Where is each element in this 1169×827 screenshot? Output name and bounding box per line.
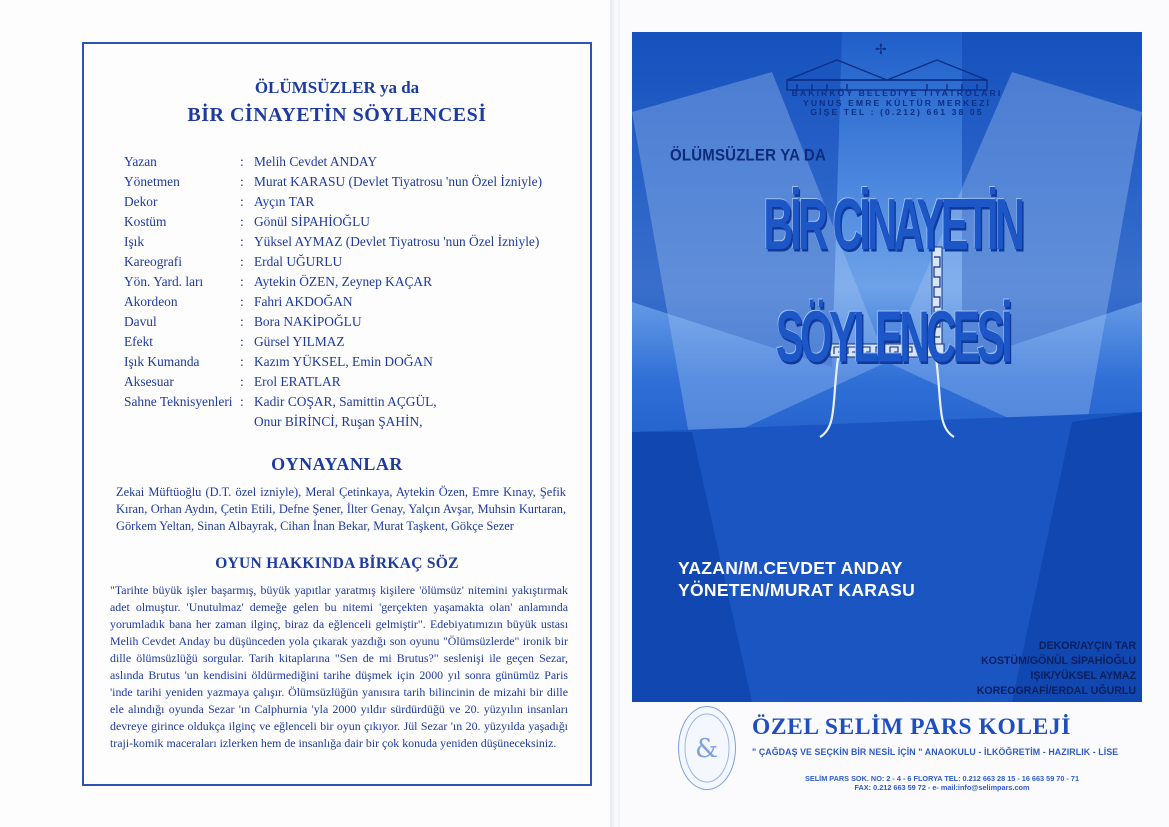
credit-colon: : <box>240 334 244 349</box>
credit-row <box>124 312 584 332</box>
school-name: ÖZEL SELİM PARS KOLEJİ <box>752 714 1071 740</box>
credit-row <box>124 372 584 392</box>
credit-colon: : <box>240 354 244 369</box>
credit-name: Fahri AKDOĞAN <box>254 294 353 309</box>
program-frame <box>82 42 592 786</box>
program-title: BİR CİNAYETİN SÖYLENCESİ <box>187 104 487 126</box>
program-subtitle: ÖLÜMSÜZLER ya da <box>254 78 420 97</box>
credit-name: Onur BİRİNCİ, Ruşan ŞAHİN, <box>254 414 423 429</box>
poster-director: YÖNETEN/MURAT KARASU <box>678 580 916 600</box>
poster-title: BİR CİNAYETİN SÖYLENCESİ <box>763 184 1022 378</box>
credit-name: Yüksel AYMAZ (Devlet Tiyatrosu 'nun Özel İzniyle) <box>254 234 540 249</box>
about-text: "Tarihte büyük işler başarmış, büyük yapıtlar yaratmış kişilere 'ölümsüz' nitemini yakıştırmak adet olmuştur. 'Unutulmaz' demeğe gelen bu nitemi 'gerçekten yaşamakta olan' anlamında yorumladık bana her zaman ilginç, biraz da eğlenceli gelmiştir". Edebiyatımızın büyük ustası Melih Cevdet Anday bu düşünceden yola çıkarak yazdığı son oyunu "Ölümsüzlerde" ironik bir dille ölümsüzlüğü sorgular. Tarih kitaplarına "Sen de mi Brutus?" seslenişi ile geçen Sezar, aslında Brutus 'un kendisini öldürmediğini tarihe düşmek için 2000 yıl sonra günümüz Paris 'inde tarihi yeniden yazmaya çalışır. Ölümsüzlüğün yanısıra tarih bilincinin de mizahi bir dille ele alındığı oyunda Sezar 'ın Calphurnia 'yla 2000 yıldır sürdürdüğü ve 20. yüzyılın insanları devreye girince oldukça ilginç ve eğlenceli bir oyun çıkıyor. Jül Sezar 'ın 20. yüzyılda yaşadığı traji-komik maceraları izlerken hem de insanlığa dair bir çok konuda yeniden düşüneceksiniz. <box>110 583 568 750</box>
seal-symbol: & <box>695 734 719 764</box>
school-seal-icon <box>678 706 736 790</box>
school-address-line: SELİM PARS SOK. NO: 2 - 4 - 6 FLORYA TEL: 0.212 663 28 15 - 16 663 59 70 - 71 <box>804 774 1079 783</box>
credit-role: Işık <box>124 234 145 249</box>
poster-credits-main <box>678 557 915 601</box>
credit-row <box>124 152 584 172</box>
credits-list <box>124 152 584 432</box>
credit-name: Bora NAKİPOĞLU <box>254 314 362 329</box>
school-slogan: " ÇAĞDAŞ VE SEÇKİN BİR NESİL İÇİN " ANAOKULU - İLKÖĞRETİM - HAZIRLIK - LİSE <box>752 747 1119 757</box>
seal-drawing <box>679 707 735 789</box>
cast-heading: OYNAYANLAR <box>271 454 403 474</box>
credit-role <box>124 412 240 432</box>
credit-name: Gürsel YILMAZ <box>254 334 345 349</box>
credit-name: Ayçın TAR <box>254 194 315 209</box>
poster-credit: IŞIK/YÜKSEL AYMAZ <box>1030 670 1136 682</box>
credit-colon <box>240 412 254 432</box>
credit-row <box>124 412 584 432</box>
about-heading: OYUN HAKKINDA BİRKAÇ SÖZ <box>215 555 459 572</box>
credit-name: Erdal UĞURLU <box>254 254 343 269</box>
credit-row <box>124 252 584 272</box>
sponsor-strip <box>632 702 1142 802</box>
credit-name: Gönül SİPAHİOĞLU <box>254 214 370 229</box>
school-address <box>752 774 1132 792</box>
credit-role: Yön. Yard. ları <box>124 274 204 289</box>
page-fold <box>610 0 620 827</box>
credit-row <box>124 212 584 232</box>
svg-text:✢: ✢ <box>875 42 887 58</box>
poster-credits-list <box>977 639 1136 699</box>
credit-role: Aksesuar <box>124 374 174 389</box>
credit-role: Yazan <box>124 154 157 169</box>
theatre-info <box>742 89 1052 118</box>
credit-name: Aytekin ÖZEN, Zeynep KAÇAR <box>254 274 433 289</box>
credit-role: Yönetmen <box>124 174 180 189</box>
credit-name: Murat KARASU (Devlet Tiyatrosu 'nun Özel İzniyle) <box>254 174 543 189</box>
credit-colon: : <box>240 214 244 229</box>
poster-subtitle: ÖLÜMSÜZLER YA DA <box>670 146 826 165</box>
school-contact-line: FAX: 0.212 663 59 72 - e- mail:info@selimpars.com <box>854 783 1030 792</box>
credit-role: Kostüm <box>124 214 167 229</box>
credit-role: Akordeon <box>124 294 178 309</box>
credit-name: Melih Cevdet ANDAY <box>254 154 377 169</box>
credit-row <box>124 292 584 312</box>
poster-credit: DEKOR/AYÇIN TAR <box>1038 640 1136 652</box>
credit-row <box>124 332 584 352</box>
poster-credit: KOSTÜM/GÖNÜL SİPAHİOĞLU <box>981 655 1136 667</box>
credit-colon: : <box>240 254 244 269</box>
credit-row <box>124 352 584 372</box>
credit-colon: : <box>240 294 244 309</box>
theatre-name: BAKIRKÖY BELEDİYE TİYATROLARI <box>791 88 1003 98</box>
credit-colon: : <box>240 374 244 389</box>
credit-colon: : <box>240 154 244 169</box>
credit-row <box>124 192 584 212</box>
credit-colon: : <box>240 174 244 189</box>
credit-role: Dekor <box>124 194 158 209</box>
credit-row <box>124 392 584 412</box>
poster-credit: KOREOGRAFİ/ERDAL UĞURLU <box>976 685 1136 697</box>
credit-name: Kazım YÜKSEL, Emin DOĞAN <box>254 354 433 369</box>
credit-colon: : <box>240 314 244 329</box>
credit-name: Kadir COŞAR, Samittin AÇGÜL, <box>254 394 437 409</box>
cast-list: Zekai Müftüoğlu (D.T. özel izniyle), Meral Çetinkaya, Aytekin Özen, Emre Kınay, Şefik Kıran, Orhan Aydın, Çetin Etili, Defne Şener, İlter Genay, Yalçın Avşar, Muhsin Kurtaran, Görkem Yeltan, Sinan Albayrak, Cihan İnan Bekar, Murat Taşkent, Gökçe Sezer <box>116 485 566 533</box>
credit-colon: : <box>240 194 244 209</box>
credit-role: Efekt <box>124 334 153 349</box>
poster-author: YAZAN/M.CEVDET ANDAY <box>678 558 903 578</box>
credit-colon: : <box>240 274 244 289</box>
credit-row <box>124 172 584 192</box>
credit-colon: : <box>240 234 244 249</box>
credit-role: Sahne Teknisyenleri <box>124 394 233 409</box>
credit-role: Davul <box>124 314 157 329</box>
credit-role: Kareografi <box>124 254 182 269</box>
credit-row <box>124 232 584 252</box>
theatre-phone: GİŞE TEL : (0.212) 661 38 05 <box>810 107 984 117</box>
credit-colon: : <box>240 394 244 409</box>
credit-row <box>124 272 584 292</box>
credit-name: Erol ERATLAR <box>254 374 341 389</box>
credit-role: Işık Kumanda <box>124 354 200 369</box>
poster <box>632 32 1142 702</box>
theatre-venue: YUNUS EMRE KÜLTÜR MERKEZİ <box>803 97 991 108</box>
